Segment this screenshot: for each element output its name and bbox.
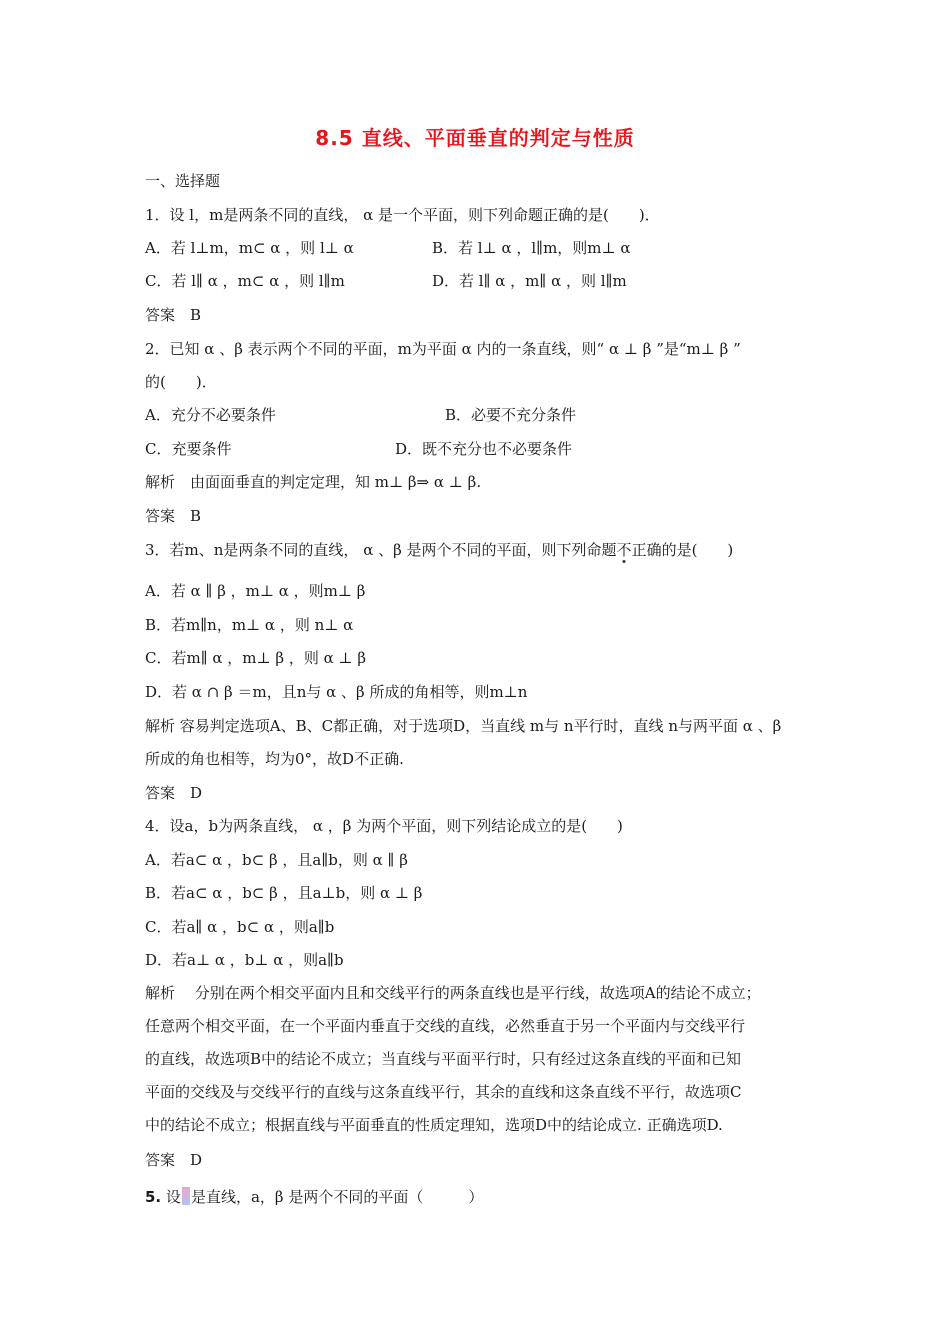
- q4-stem: 4．设a，b为两条直线， α ，β 为两个平面，则下列结论成立的是( ): [145, 817, 623, 835]
- q2-stem-line2: 的( )．: [145, 373, 217, 391]
- q3-stem: [145, 540, 733, 560]
- q4-option-a: A．若a⊂ α ，b⊂ β ，且a∥b，则 α ∥ β: [145, 851, 408, 869]
- q4-option-c: C．若a∥ α ，b⊂ α ，则a∥b: [145, 918, 335, 936]
- q5-stem-pre: 设: [165, 1188, 181, 1206]
- q1-option-d: D．若 l∥ α ，m∥ α ，则 l∥m: [432, 272, 627, 290]
- q3-answer: 答案 D: [145, 784, 203, 802]
- q2-option-d: D．既不充分也不必要条件: [395, 440, 573, 458]
- q3-stem-part1: 3．若m、n是两条不同的直线， α 、β 是两个不同的平面，则下列命题: [145, 541, 617, 559]
- q4-option-d: D．若a⊥ α ，b⊥ α ，则a∥b: [145, 951, 344, 969]
- q2-stem-line1: 2．已知 α 、β 表示两个不同的平面，m为平面 α 内的一条直线，则“ α ⊥ β ”是“m⊥ β ”: [145, 340, 741, 358]
- q2-analysis: 解析 由面面垂直的判定定理，知 m⊥ β⇒ α ⊥ β.: [145, 473, 482, 491]
- q4-analysis-line2: 任意两个相交平面，在一个平面内垂直于交线的直线，必然垂直于另一个平面内与交线平行: [145, 1017, 746, 1035]
- q4-option-b: B．若a⊂ α ，b⊂ β ，且a⊥b，则 α ⊥ β: [145, 884, 423, 902]
- q4-analysis-line5: 中的结论不成立；根据直线与平面垂直的性质定理知，选项D中的结论成立. 正确选项D.: [145, 1116, 723, 1134]
- q3-option-b: B．若m∥n，m⊥ α ，则 n⊥ α: [145, 616, 354, 634]
- q5-number: 5.: [145, 1188, 162, 1206]
- q3-option-a: A．若 α ∥ β ，m⊥ α ，则m⊥ β: [145, 582, 366, 600]
- q4-analysis-line3: 的直线，故选项B中的结论不成立；当直线与平面平行时，只有经过这条直线的平面和已知: [145, 1050, 742, 1068]
- q3-stem-emphasis: 不: [616, 541, 632, 559]
- q2-answer: 答案 B: [145, 507, 202, 525]
- q4-answer: 答案 D: [145, 1151, 203, 1169]
- q1-option-b: B．若 l⊥ α ，l∥m，则m⊥ α: [432, 239, 631, 257]
- q3-analysis-line1: 解析 容易判定选项A、B、C都正确，对于选项D，当直线 m与 n平行时，直线 n与两平面 α 、β: [145, 717, 782, 735]
- q3-analysis-line2: 所成的角也相等，均为0°，故D不正确.: [145, 750, 404, 768]
- q3-option-c: C．若m∥ α ，m⊥ β ，则 α ⊥ β: [145, 649, 367, 667]
- section-heading: 一、选择题: [145, 172, 221, 190]
- q2-option-a: A．充分不必要条件: [145, 406, 276, 424]
- q1-option-a: A．若 l⊥m，m⊂ α ，则 l⊥ α: [145, 239, 354, 257]
- q2-option-c: C．充要条件: [145, 440, 232, 458]
- q1-option-c: C．若 l∥ α ，m⊂ α ，则 l∥m: [145, 272, 345, 290]
- q1-answer: 答案 B: [145, 306, 202, 324]
- q2-option-b: B．必要不充分条件: [445, 406, 577, 424]
- q3-option-d: D．若 α ∩ β ＝m，且n与 α 、β 所成的角相等，则m⊥n: [145, 683, 528, 701]
- q4-analysis-line1: 解析 分别在两个相交平面内且和交线平行的两条直线也是平行线，故选项A的结论不成立；: [145, 984, 761, 1002]
- page-title: 8.5 直线、平面垂直的判定与性质: [315, 126, 635, 150]
- q4-analysis-line4: 平面的交线及与交线平行的直线与这条直线平行，其余的直线和这条直线不平行，故选项C: [145, 1083, 742, 1101]
- q3-stem-part2: 正确的是( ): [631, 541, 734, 559]
- q5-stem: [145, 1187, 483, 1207]
- q5-stem-post: 是直线，a，β 是两个不同的平面（ ）: [190, 1188, 484, 1206]
- q1-stem: 1．设 l，m是两条不同的直线， α 是一个平面，则下列命题正确的是( )．: [145, 206, 660, 224]
- highlight-marker-icon: [182, 1187, 190, 1205]
